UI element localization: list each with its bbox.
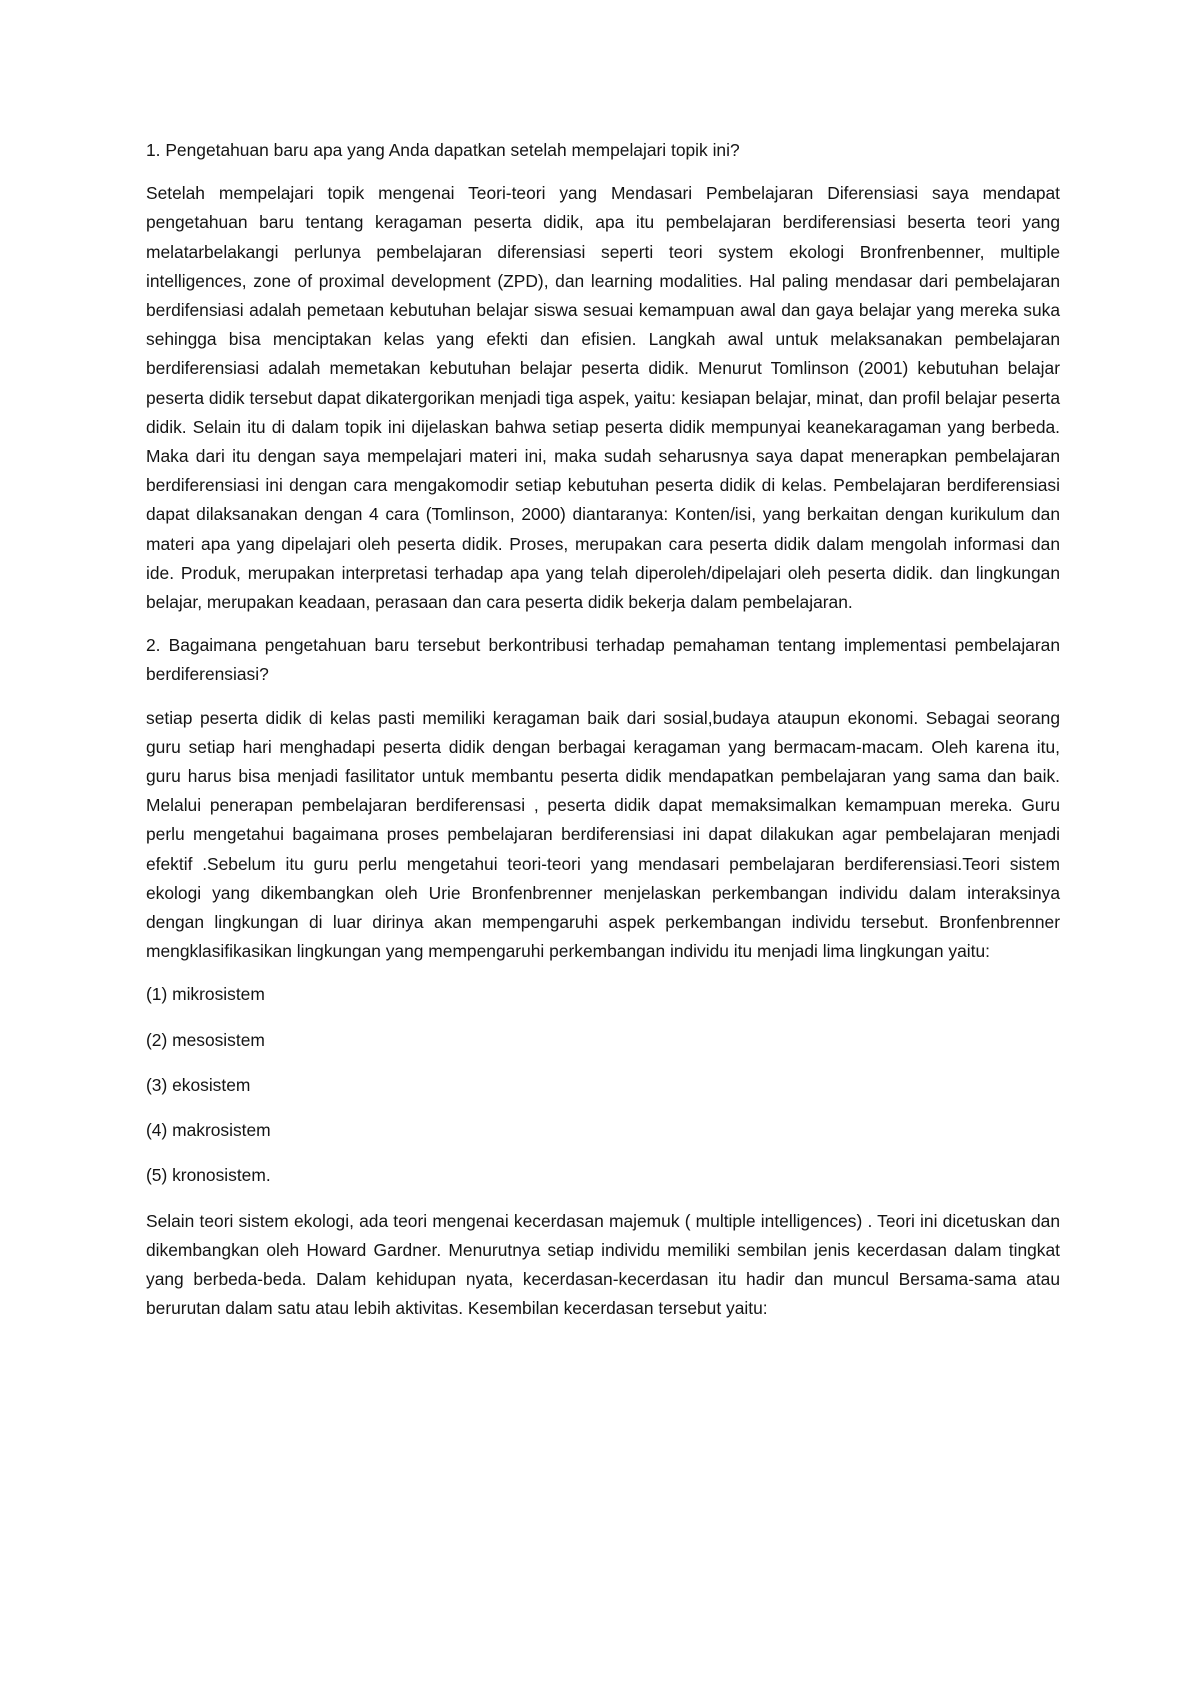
list-item-mikrosistem: (1) mikrosistem xyxy=(146,984,265,1005)
document-body xyxy=(146,136,1060,1323)
list-item-ekosistem: (3) ekosistem xyxy=(146,1074,251,1095)
list-item-mesosistem: (2) mesosistem xyxy=(146,1029,265,1050)
list-item-makrosistem: (4) makrosistem xyxy=(146,1120,271,1141)
list-item-kronosistem: (5) kronosistem. xyxy=(146,1165,271,1186)
question-1: 1. Pengetahuan baru apa yang Anda dapatkan setelah mempelajari topik ini? xyxy=(146,140,740,160)
answer-3-paragraph: Selain teori sistem ekologi, ada teori mengenai kecerdasan majemuk ( multiple intelligences) . Teori ini dicetuskan dan dikembangkan oleh Howard Gardner. Menurutnya setiap individu memiliki sembilan jenis kecerdasan dalam tingkat yang berbeda-beda. Dalam kehidupan nyata, kecerdasan-kecerdasan itu hadir dan muncul Bersama-sama atau berurutan dalam satu atau lebih aktivitas. Kesembilan kecerdasan tersebut yaitu: xyxy=(146,1210,1060,1319)
answer-2-paragraph: setiap peserta didik di kelas pasti memiliki keragaman baik dari sosial,budaya ataupun ekonomi. Sebagai seorang guru setiap hari menghadapi peserta didik dengan berbagai keragaman yang bermacam-macam. Oleh karena itu, guru harus bisa menjadi fasilitator untuk membantu peserta didik mendapatkan pembelajaran yang sama dan baik. Melalui penerapan pembelajaran berdiferensasi , peserta didik dapat memaksimalkan kemampuan mereka. Guru perlu mengetahui bagaimana proses pembelajaran berdiferensiasi ini dapat dilakukan agar pembelajaran menjadi efektif .Sebelum itu guru perlu mengetahui teori-teori yang mendasari pembelajaran berdiferensiasi.Teori sistem ekologi yang dikembangkan oleh Urie Bronfenbrenner menjelaskan perkembangan individu dalam interaksinya dengan lingkungan di luar dirinya akan mempengaruhi aspek perkembangan individu tersebut. Bronfenbrenner mengklasifikasikan lingkungan yang mempengaruhi perkembangan individu itu menjadi lima lingkungan yaitu: xyxy=(146,707,1060,962)
question-2: 2. Bagaimana pengetahuan baru tersebut berkontribusi terhadap pemahaman tentang implementasi pembelajaran berdiferensiasi? xyxy=(146,635,1060,685)
answer-1-paragraph: Setelah mempelajari topik mengenai Teori-teori yang Mendasari Pembelajaran Diferensiasi saya mendapat pengetahuan baru tentang keragaman peserta didik, apa itu pembelajaran berdiferensiasi beserta teori yang melatarbelakangi perlunya pembelajaran diferensiasi seperti teori system ekologi Bronfrenbenner, multiple intelligences, zone of proximal development (ZPD), dan learning modalities. Hal paling mendasar dari pembelajaran berdifensiasi adalah pemetaan kebutuhan belajar siswa sesuai kemampuan awal dan gaya belajar yang mereka suka sehingga bisa menciptakan kelas yang efekti dan efisien. Langkah awal untuk melaksanakan pembelajaran berdiferensiasi adalah memetakan kebutuhan belajar peserta didik. Menurut Tomlinson (2001) kebutuhan belajar peserta didik tersebut dapat dikatergorikan menjadi tiga aspek, yaitu: kesiapan belajar, minat, dan profil belajar peserta didik. Selain itu di dalam topik ini dijelaskan bahwa setiap peserta didik mempunyai keanekaragaman yang berbeda. Maka dari itu dengan saya mempelajari materi ini, maka sudah seharusnya saya dapat menerapkan pembelajaran berdiferensiasi ini dengan cara mengakomodir setiap kebutuhan peserta didik di kelas. Pembelajaran berdiferensiasi dapat dilaksanakan dengan 4 cara (Tomlinson, 2000) diantaranya: Konten/isi, yang berkaitan dengan kurikulum dan materi apa yang dipelajari oleh peserta didik. Proses, merupakan cara peserta didik dalam mengolah informasi dan ide. Produk, merupakan interpretasi terhadap apa yang telah diperoleh/dipelajari oleh peserta didik. dan lingkungan belajar, merupakan keadaan, perasaan dan cara peserta didik bekerja dalam pembelajaran. xyxy=(146,183,1060,613)
